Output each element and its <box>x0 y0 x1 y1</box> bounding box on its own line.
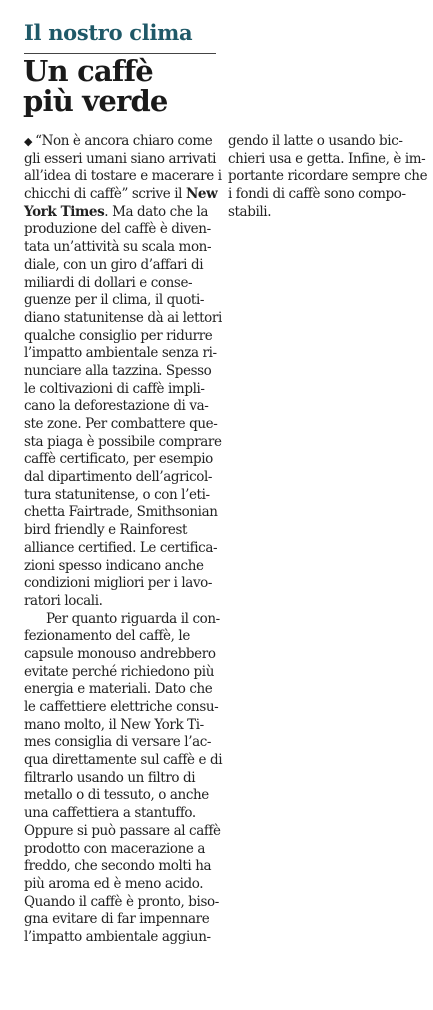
text-run: fezionamento del caffè, le <box>24 628 190 645</box>
text-run: Quando il caffè è pronto, biso- <box>24 893 219 910</box>
text-run: mes consiglia di versare l’ac- <box>24 734 212 751</box>
text-line <box>24 469 228 487</box>
text-line <box>24 911 228 929</box>
text-run: le coltivazioni di caffè impli- <box>24 380 205 397</box>
text-run: gli esseri umani siano arrivati <box>24 150 217 167</box>
text-run: all’idea di tostare e macerare i <box>24 168 222 185</box>
text-line <box>228 168 428 186</box>
text-line <box>24 717 228 735</box>
text-run: evitate perché richiedono più <box>24 663 215 680</box>
text-line <box>24 186 228 204</box>
text-line <box>24 894 228 912</box>
text-line <box>24 151 228 169</box>
diamond-bullet-icon: ◆ <box>24 135 33 148</box>
text-line <box>24 752 228 770</box>
text-line <box>24 858 228 876</box>
text-run: stabili. <box>228 203 272 220</box>
text-run: chicchi di caffè” scrive il <box>24 186 186 203</box>
text-run: zioni spesso indicano anche <box>24 557 204 574</box>
publication-name: York Times <box>24 203 105 220</box>
text-run: bird friendly e Rainforest <box>24 522 188 539</box>
text-run: miliardi di dollari e conse- <box>24 274 193 291</box>
text-line <box>24 239 228 257</box>
article-body-right-column <box>228 133 428 221</box>
text-line <box>24 929 228 947</box>
headline-line-1: Un caffè <box>23 54 153 88</box>
text-run: chieri usa e getta. Infine, è im- <box>228 150 426 167</box>
text-run: le caffettiere elettriche consu- <box>24 699 219 715</box>
text-run: gendo il latte o usando bic- <box>228 133 403 149</box>
text-run: caffè certificato, per esempio <box>24 451 213 468</box>
text-line <box>24 734 228 752</box>
text-run: . Ma dato che la <box>104 203 209 220</box>
text-line <box>24 699 228 717</box>
text-line <box>228 186 428 204</box>
publication-name: New <box>185 186 218 203</box>
text-run: filtrarlo usando un filtro di <box>24 769 196 786</box>
text-run: diano statunitense dà ai lettori <box>24 309 222 326</box>
text-line <box>228 151 428 169</box>
text-run: capsule monouso andrebbero <box>24 645 216 662</box>
text-line <box>24 805 228 823</box>
text-line <box>24 646 228 664</box>
text-run: freddo, che secondo molti ha <box>24 858 212 875</box>
text-line <box>24 292 228 310</box>
text-run: energia e materiali. Dato che <box>24 681 213 698</box>
section-label: Il nostro clima <box>24 20 193 45</box>
text-run: diale, con un giro d’affari di <box>24 256 204 273</box>
text-line <box>24 204 228 222</box>
text-line <box>24 434 228 452</box>
text-line <box>24 345 228 363</box>
text-run: sta piaga è possibile comprare <box>24 433 222 450</box>
text-line <box>24 876 228 894</box>
text-run: l’impatto ambientale senza ri- <box>24 345 217 362</box>
text-line <box>24 841 228 859</box>
text-line <box>24 504 228 522</box>
text-run: dal dipartimento dell’agricol- <box>24 469 213 486</box>
text-line <box>24 381 228 399</box>
text-run: i fondi di caffè sono compo- <box>228 186 406 203</box>
text-line <box>24 611 228 629</box>
text-line <box>24 664 228 682</box>
text-run: gna evitare di far impennare <box>24 911 210 928</box>
text-run: ste zone. Per combattere que- <box>24 416 218 432</box>
text-run: qualche consiglio per ridurre <box>24 327 213 344</box>
text-run: una caffettiera a stantuffo. <box>24 805 196 822</box>
text-line <box>24 221 228 239</box>
text-line <box>24 823 228 841</box>
text-run: prodotto con macerazione a <box>24 840 206 857</box>
text-run: “Non è ancora chiaro come <box>35 133 213 149</box>
text-run: portante ricordare sempre che <box>228 168 428 185</box>
text-line <box>24 628 228 646</box>
article-body-left-column <box>24 133 228 947</box>
text-line <box>24 575 228 593</box>
text-line <box>24 487 228 505</box>
text-run: più aroma ed è meno acido. <box>24 875 204 892</box>
text-line <box>228 204 428 222</box>
text-line <box>24 416 228 434</box>
text-run: condizioni migliori per i lavo- <box>24 575 213 592</box>
text-run: tata un’attività su scala mon- <box>24 239 212 256</box>
text-run: cano la deforestazione di va- <box>24 398 209 415</box>
text-line <box>24 275 228 293</box>
text-line <box>24 310 228 328</box>
text-line <box>24 558 228 576</box>
text-run: alliance certified. Le certifica- <box>24 539 218 556</box>
text-line <box>24 168 228 186</box>
text-run: chetta Fairtrade, Smithsonian <box>24 504 218 521</box>
text-run: Oppure si può passare al caffè <box>24 822 221 839</box>
text-run: nunciare alla tazzina. Spesso <box>24 362 212 379</box>
text-line <box>228 133 428 151</box>
text-run: guenze per il clima, il quoti- <box>24 292 205 309</box>
text-run: ratori locali. <box>24 592 103 609</box>
text-run: metallo o di tessuto, o anche <box>24 787 209 804</box>
text-run: produzione del caffè è diven- <box>24 221 211 238</box>
article-headline <box>23 56 223 116</box>
text-run: mano molto, il New York Ti- <box>24 716 204 733</box>
text-line <box>24 593 228 611</box>
headline-line-2: più verde <box>23 84 168 118</box>
text-line <box>24 363 228 381</box>
text-line <box>24 522 228 540</box>
text-line <box>24 257 228 275</box>
text-run: l’impatto ambientale aggiun- <box>24 928 211 945</box>
text-run: qua direttamente sul caffè e di <box>24 752 223 769</box>
text-line <box>24 540 228 558</box>
text-run: Per quanto riguarda il con- <box>46 610 220 627</box>
text-run: tura statunitense, o con l’eti- <box>24 486 210 503</box>
text-line <box>24 770 228 788</box>
text-line <box>24 787 228 805</box>
text-line <box>24 398 228 416</box>
text-line <box>24 451 228 469</box>
text-line <box>24 681 228 699</box>
text-line <box>24 133 228 151</box>
text-line <box>24 328 228 346</box>
